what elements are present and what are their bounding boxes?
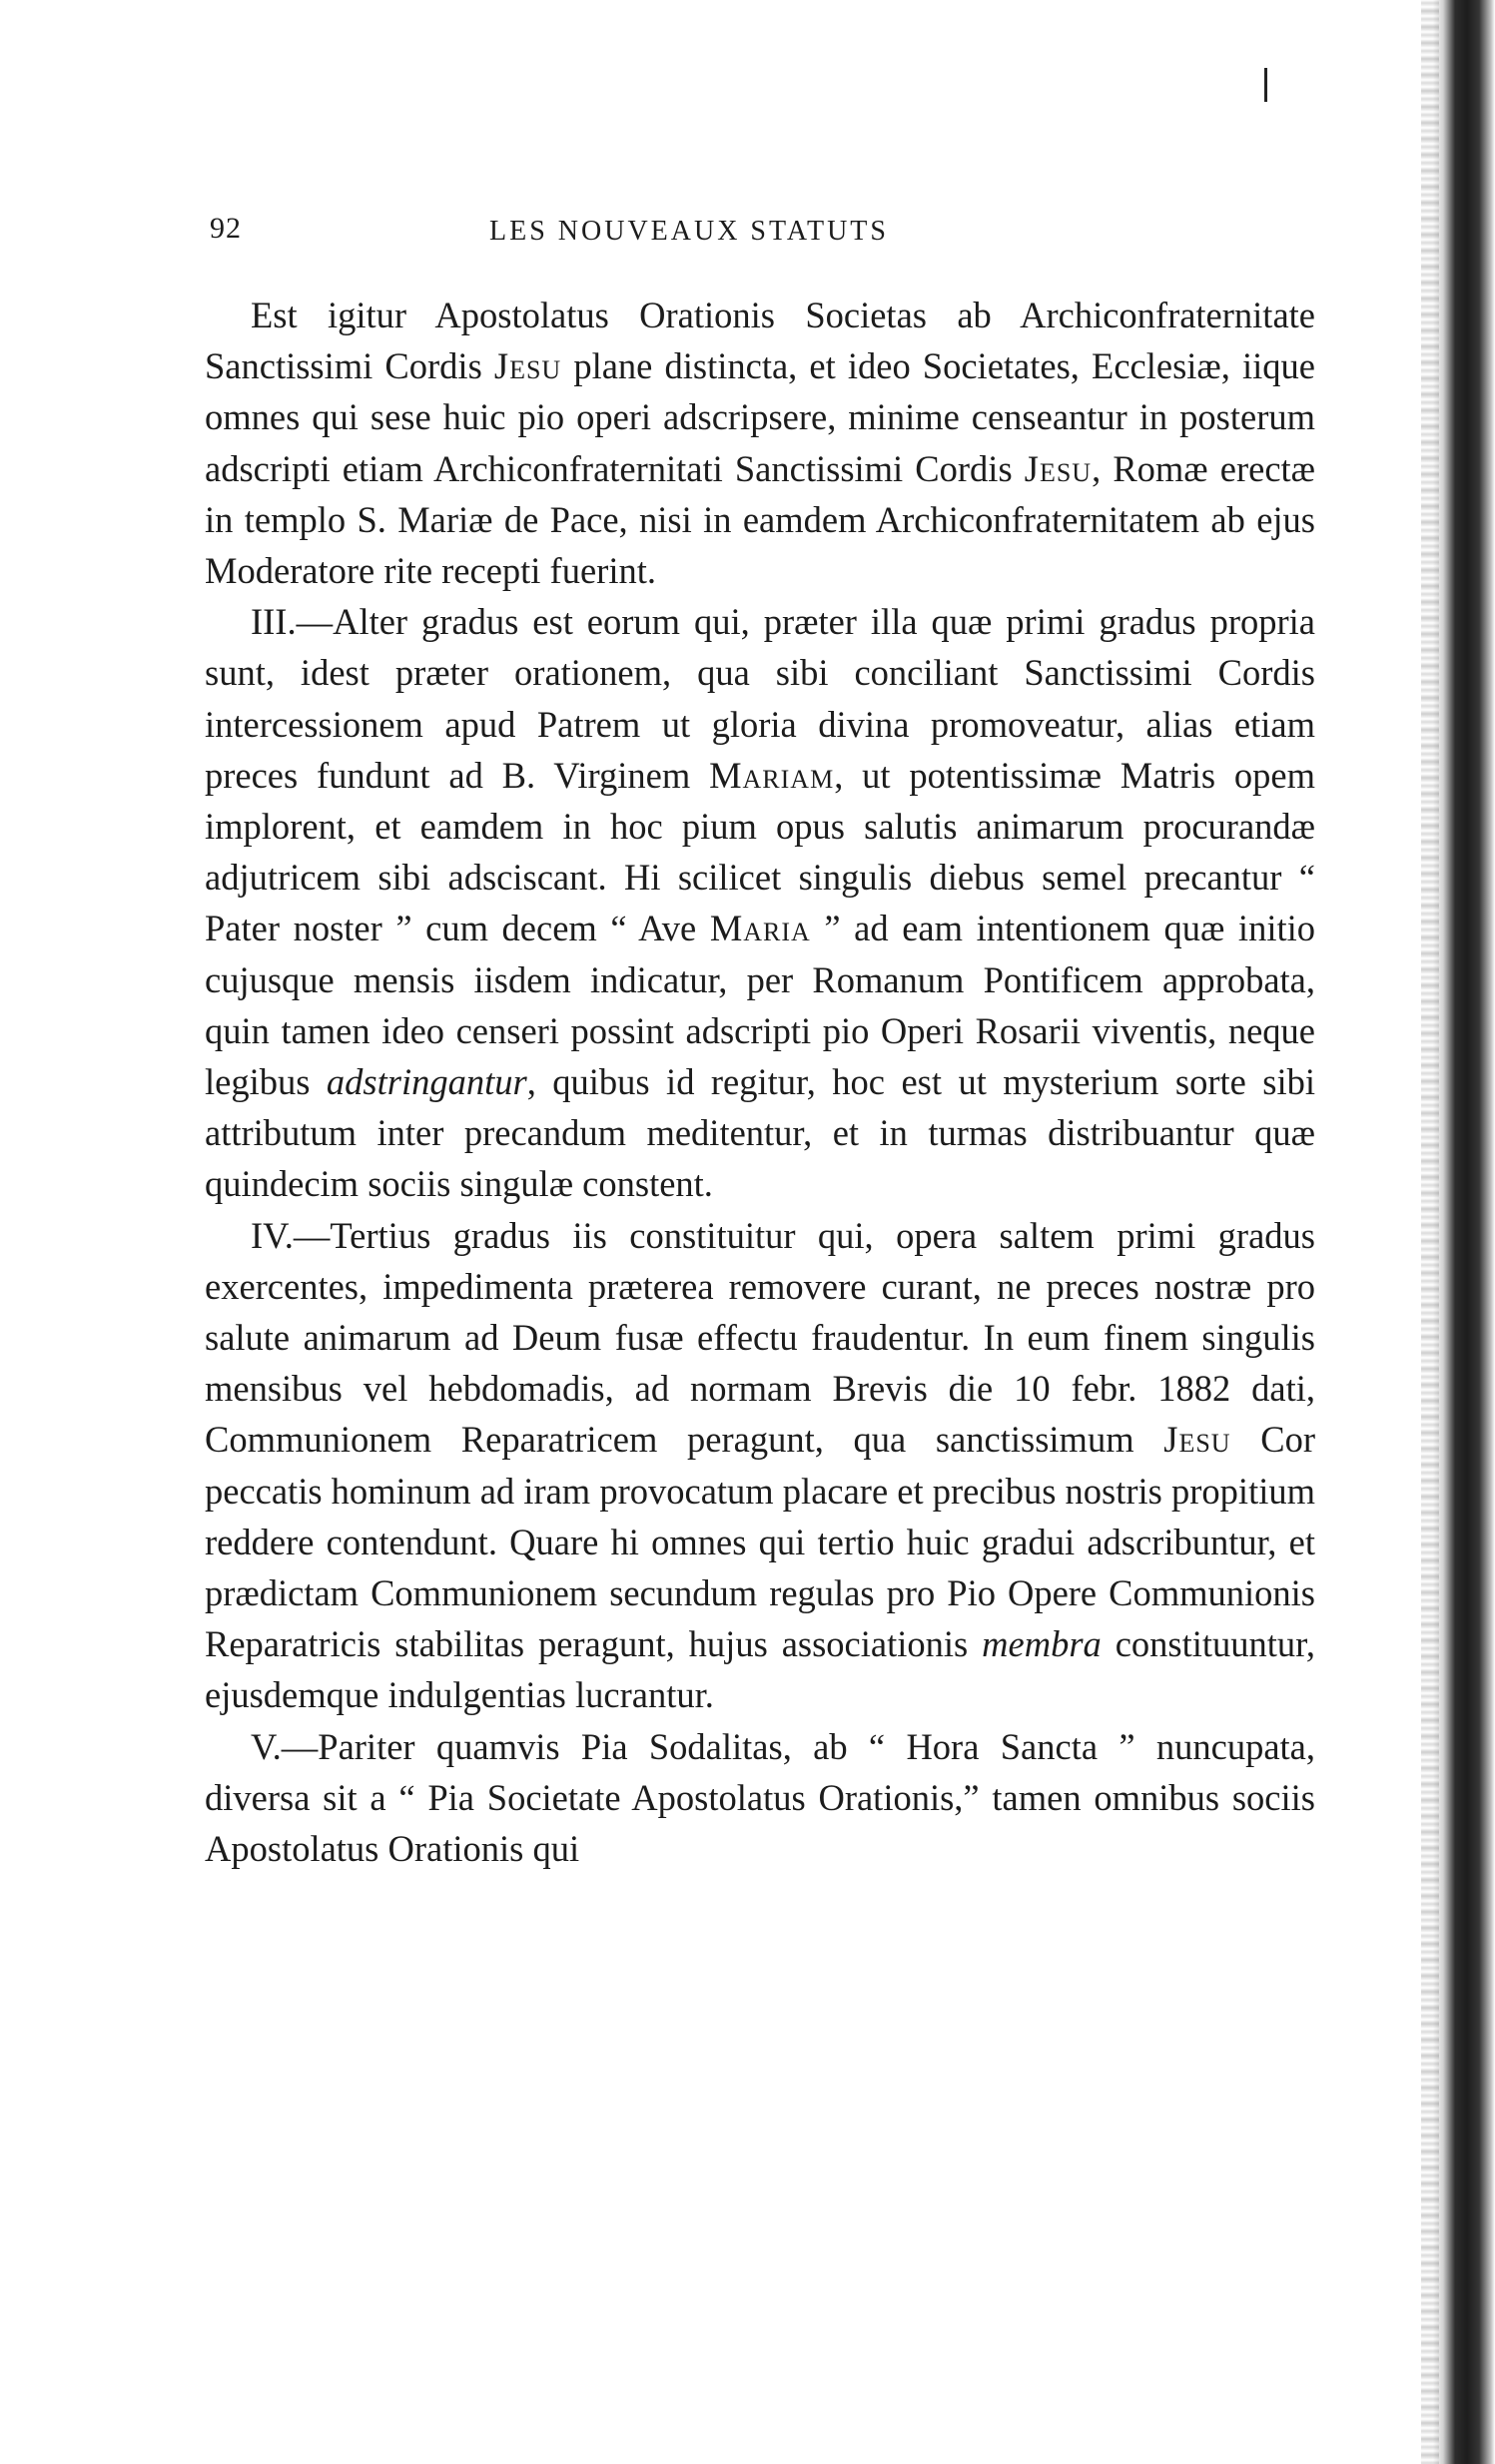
text-run: , quibus id regitur, hoc est ut mysterium sorte sibi attributum inter precandum meditentur, et in turmas distribuantur quæ quindecim sociis singulæ constent. (205, 1061, 1316, 1205)
page-edge-shadow (1433, 0, 1495, 2464)
text-run: ” ad eam intentionem quæ initio cujusque mensis iisdem indicatur, per Romanum Pontificem approbata, quin tamen ideo censeri possint adscripti pio Operi Rosarii viventis, neque legibus (205, 908, 1315, 1103)
running-title: LES NOUVEAUX STATUTS (489, 216, 889, 247)
text-run: , ut potentissimæ Matris opem implorent, et eamdem in hoc pium opus salutis animarum procurandæ adjutricem sibi adsciscant. Hi scilicet singulis diebus semel precantur “ Pater noster ” cum decem “ Ave (205, 754, 1315, 949)
paragraph (205, 596, 1315, 1209)
margin-mark (1264, 68, 1267, 102)
paragraph (205, 290, 1315, 596)
paragraph (205, 1721, 1315, 1875)
text-run: constituuntur, ejusdemque indulgentias lucrantur. (205, 1623, 1315, 1716)
small-caps-text: Maria (709, 908, 811, 949)
small-caps-text: Jesu (1163, 1419, 1231, 1461)
text-run: Cor peccatis hominum ad iram provocatum placare et precibus nostris propitium reddere contendunt. Quare hi omnes qui tertio huic gradui adscribuntur, et prædictam Communionem secundum regulas pro Pio Opere Communionis Reparatricis stabilitas peragunt, hujus associationis (205, 1419, 1315, 1665)
running-head (210, 212, 1318, 256)
italic-text: adstringantur (326, 1061, 527, 1103)
body-text (205, 290, 1315, 1874)
page-edge-texture (1421, 0, 1439, 2464)
page-number: 92 (210, 212, 242, 245)
italic-text: membra (982, 1623, 1102, 1665)
small-caps-text: Jesu (493, 345, 562, 387)
text-run: , Romæ erectæ in templo S. Mariæ de Pace, nisi in eamdem Archiconfraternitatem ab ejus Moderatore rite recepti fuerint. (205, 447, 1316, 592)
small-caps-text: Jesu (1024, 447, 1093, 489)
text-run: III.—Alter gradus est eorum qui, præter illa quæ primi gradus propria sunt, idest præter orationem, qua sibi conciliant Sanctissimi Cordis intercessionem apud Patrem ut gloria divina promoveatur, alias etiam preces fundunt ad B. Virginem (205, 601, 1315, 796)
text-run: V.—Pariter quamvis Pia Sodalitas, ab “ Hora Sancta ” nuncupata, diversa sit a “ Pia Societate Apostolatus Orationis,” tamen omnibus sociis Apostolatus Orationis qui (205, 1725, 1315, 1870)
paragraph (205, 1210, 1315, 1721)
text-run: Est igitur Apostolatus Orationis Societas ab Archiconfraternitate Sanctissimi Cordis (205, 295, 1315, 387)
small-caps-text: Mariam (709, 754, 835, 796)
text-run: plane distincta, et ideo Societates, Ecclesiæ, iique omnes qui sese huic pio operi adscripsere, minime censeantur in posterum adscripti etiam Archiconfraternitati Sanctissimi Cordis (205, 345, 1315, 489)
text-run: IV.—Tertius gradus iis constituitur qui, opera saltem primi gradus exercentes, impedimenta præterea removere curant, ne preces nostræ pro salute animarum ad Deum fusæ effectu fraudentur. In eum finem singulis mensibus vel hebdomadis, ad normam Brevis die 10 febr. 1882 dati, Communionem Reparatricem peragunt, qua sanctissimum (205, 1214, 1315, 1461)
